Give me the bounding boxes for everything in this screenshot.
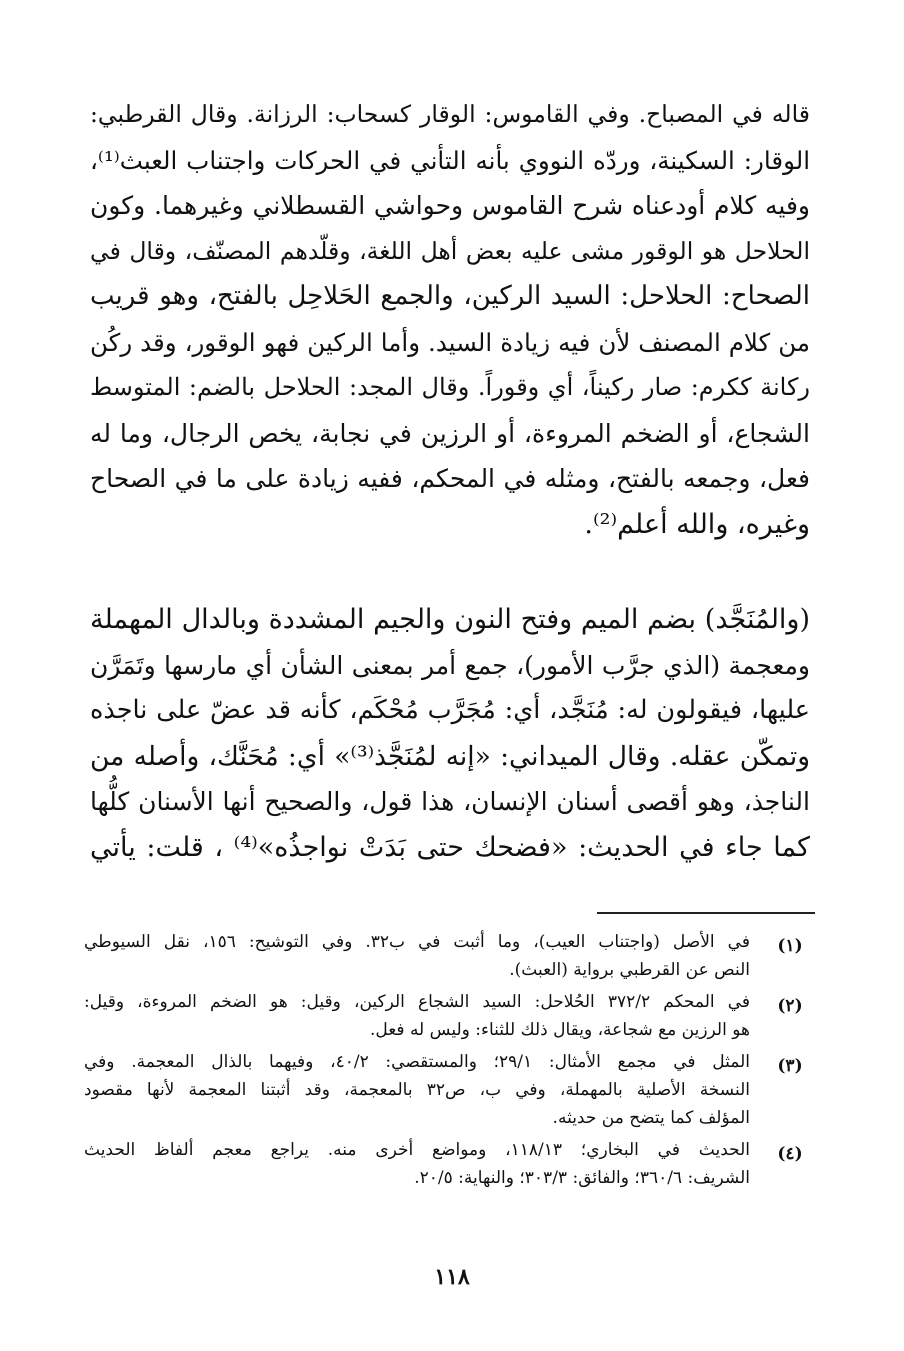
text-line: وغيره، والله أعلم⁽²⁾. — [584, 508, 810, 540]
footnote — [84, 988, 812, 1044]
footnotes-list — [84, 928, 812, 1196]
footnote-line: النص عن القرطبي برواية (العبث). — [509, 960, 750, 980]
footnote-text — [84, 928, 750, 984]
footnote-line: في المحكم ٣٧٢/٢ الحُلاحل: السيد الشجاع الركين، وقيل: هو الضخم المروءة، وقيل: — [84, 992, 750, 1012]
footnote-line: النسخة الأصلية بالمهملة، وفي ب، ص٣٢ بالمعجمة، وقد أثبتنا المعجمة لأنها مقصود — [84, 1080, 750, 1100]
footnote-line: في الأصل (واجتناب العيب)، وما أثبت في ب٣٢. وفي التوشيح: ١٥٦، نقل السيوطي — [84, 932, 750, 952]
text-line: عليها، فيقولون له: مُنَجَّد، أي: مُجَرَّب مُحْكَم، كأنه قد عضّ على ناجذه — [90, 695, 810, 725]
text-line: (والمُنَجَّد) بضم الميم وفتح النون والجيم المشددة وبالدال المهملة — [90, 604, 810, 635]
text-line: وتمكّن عقله. وقال الميداني: «إنه لمُنَجَّذ⁽³⁾» أي: مُحَنَّك، وأصله من — [90, 740, 810, 772]
footnote — [84, 928, 812, 984]
main-paragraph-1 — [90, 92, 810, 547]
text-line: الحلاحل هو الوقور مشى عليه بعض أهل اللغة، وقلّدهم المصنّف، وقال في — [90, 236, 810, 265]
footnote-line: الشريف: ٣٦٠/٦؛ والفائق: ٣٠٣/٣؛ والنهاية: ٢٠/٥. — [414, 1168, 750, 1188]
footnote-number: (١) — [777, 936, 803, 956]
text-line: الصحاح: الحلاحل: السيد الركين، والجمع الحَلاحِل بالفتح، وهو قريب — [90, 281, 810, 311]
text-line: من كلام المصنف لأن فيه زيادة السيد. وأما الركين فهو الوقور، وقد ركُن — [90, 327, 810, 357]
footnote-number: (٤) — [777, 1144, 803, 1164]
footnote — [84, 1136, 812, 1192]
text-line: الناجذ، وهو أقصى أسنان الإنسان، هذا قول، والصحيح أنها الأسنان كلُّها — [90, 787, 810, 816]
text-line: الوقار: السكينة، وردّه النووي بأنه التأني في الحركات واجتناب العبث⁽¹⁾، — [90, 145, 810, 175]
footnote-text — [84, 1136, 750, 1192]
text-line: الشجاع، أو الضخم المروءة، أو الرزين في نجابة، يخص الرجال، وما له — [90, 418, 810, 448]
footnote-line: المثل في مجمع الأمثال: ٢٩/١؛ والمستقصي: ٤٠/٢، وفيهما بالذال المعجمة. وفي — [84, 1052, 750, 1072]
footnote-separator — [597, 912, 815, 914]
footnote-line: الحديث في البخاري؛ ١١٨/١٣، ومواضع أخرى منه. يراجع معجم ألفاظ الحديث — [84, 1140, 750, 1160]
page-number: ١١٨ — [434, 1264, 470, 1290]
text-line: ومعجمة (الذي جرَّب الأمور)، جمع أمر بمعنى الشأن أي مارسها وتَمَرَّن — [90, 650, 810, 680]
footnote-text — [84, 988, 750, 1044]
footnote-number: (٢) — [777, 996, 803, 1016]
footnote-line: المؤلف كما يتضح من حديثه. — [552, 1108, 750, 1128]
footnote-text — [84, 1048, 750, 1132]
text-line: وفيه كلام أودعناه شرح القاموس وحواشي القسطلاني وغيرهما. وكون — [90, 191, 810, 220]
text-line: ركانة ككرم: صار ركيناً، أي وقوراً. وقال المجد: الحلاحل بالضم: المتوسط — [90, 373, 810, 401]
main-paragraph-2 — [90, 597, 810, 870]
footnote-line: هو الرزين مع شجاعة، ويقال ذلك للثناء: وليس له فعل. — [369, 1020, 750, 1040]
text-line: كما جاء في الحديث: «فضحك حتى بَدَتْ نواجذُه»⁽⁴⁾ ، قلت: يأتي — [90, 831, 810, 863]
footnote-number: (٣) — [777, 1056, 803, 1076]
footnote — [84, 1048, 812, 1132]
text-line: فعل، وجمعه بالفتح، ومثله في المحكم، ففيه زيادة على ما في الصحاح — [90, 464, 810, 493]
text-line: قاله في المصباح. وفي القاموس: الوقار كسحاب: الرزانة. وقال القرطبي: — [90, 100, 810, 128]
